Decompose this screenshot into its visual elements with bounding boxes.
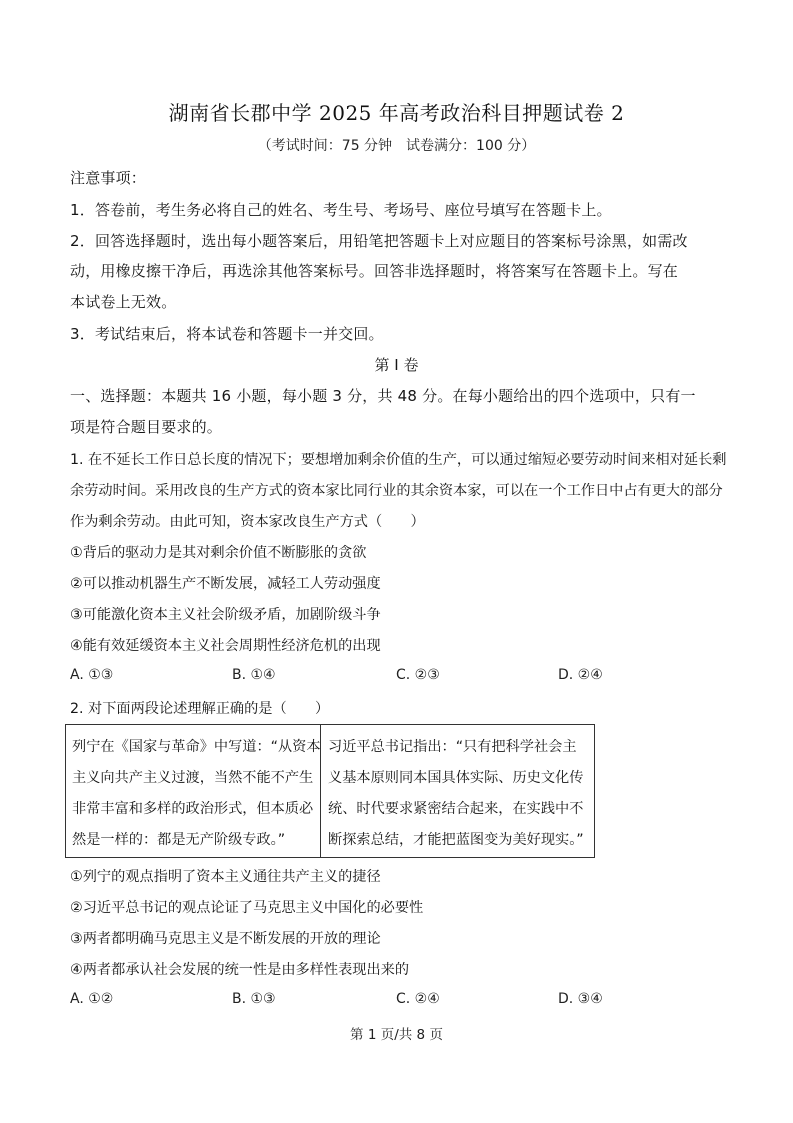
q2-stem: 2. 对下面两段论述理解正确的是（ ） (70, 701, 330, 717)
part-title: 第 I 卷 (374, 356, 419, 374)
q1-statement-1: ①背后的驱动力是其对剩余价值不断膨胀的贪欲 (70, 545, 367, 561)
quote-lenin-line-4: 然是一样的：都是无产阶级专政。” (72, 832, 286, 848)
quote-xi (321, 725, 594, 857)
q2-statement-4: ④两者都承认社会发展的统一性是由多样性表现出来的 (70, 962, 410, 978)
q2-statement-3: ③两者都明确马克思主义是不断发展的开放的理论 (70, 931, 381, 947)
part-instructions-2: 项是符合题目要求的。 (70, 418, 223, 436)
q1-choice-b[interactable]: B. ①④ (232, 667, 276, 683)
quote-lenin-line-2: 主义向共产主义过渡，当然不能不产生 (72, 770, 314, 786)
notice-item-3: 3．考试结束后，将本试卷和答题卡一并交回。 (70, 325, 384, 343)
exam-title: 湖南省长郡中学 2025 年高考政治科目押题试卷 2 (168, 101, 625, 125)
q2-choice-d[interactable]: D. ③④ (558, 991, 603, 1007)
quote-table (65, 724, 595, 858)
q1-choice-c[interactable]: C. ②③ (396, 667, 440, 683)
q2-statement-1: ①列宁的观点指明了资本主义通往共产主义的捷径 (70, 869, 381, 885)
quote-xi-line-4: 断探索总结，才能把蓝图变为美好现实。” (328, 832, 584, 848)
q2-choice-a[interactable]: A. ①② (70, 991, 114, 1007)
quote-xi-line-3: 统、时代要求紧密结合起来，在实践中不 (328, 801, 584, 817)
q1-choice-d[interactable]: D. ②④ (558, 667, 603, 683)
q1-statement-4: ④能有效延缓资本主义社会周期性经济危机的出现 (70, 638, 381, 654)
q2-statement-2: ②习近平总书记的观点论证了马克思主义中国化的必要性 (70, 900, 424, 916)
exam-subtitle: （考试时间：75 分钟 试卷满分：100 分） (257, 138, 536, 154)
quote-lenin-line-1: 列宁在《国家与革命》中写道：“从资本 (72, 739, 321, 755)
notice-heading: 注意事项： (70, 169, 147, 187)
q2-choice-c[interactable]: C. ②④ (396, 991, 440, 1007)
quote-xi-line-1: 习近平总书记指出：“只有把科学社会主 (328, 739, 577, 755)
notice-item-2-cont: 动，用橡皮擦干净后，再选涂其他答案标号。回答非选择题时，将答案写在答题卡上。写在 (70, 262, 679, 280)
notice-item-1: 1．答卷前，考生务必将自己的姓名、考生号、考场号、座位号填写在答题卡上。 (70, 201, 612, 219)
page-number: 第 1 页/共 8 页 (350, 1027, 443, 1043)
q1-statement-2: ②可以推动机器生产不断发展，减轻工人劳动强度 (70, 576, 381, 592)
q1-stem-line-2: 余劳动时间。采用改良的生产方式的资本家比同行业的其余资本家，可以在一个工作日中占有更大的部分 (70, 483, 723, 499)
part-instructions-1: 一、选择题：本题共 16 小题，每小题 3 分，共 48 分。在每小题给出的四个选项中，只有一 (70, 387, 696, 405)
q1-choice-a[interactable]: A. ①③ (70, 667, 114, 683)
notice-item-2: 2．回答选择题时，选出每小题答案后，用铅笔把答题卡上对应题目的答案标号涂黑，如需改 (70, 232, 688, 250)
quote-lenin-line-3: 非常丰富和多样的政治形式，但本质必 (72, 801, 314, 817)
notice-item-2-cont2: 本试卷上无效。 (70, 293, 177, 311)
q1-statement-3: ③可能激化资本主义社会阶级矛盾，加剧阶级斗争 (70, 607, 381, 623)
quote-lenin (66, 725, 321, 857)
quote-xi-line-2: 义基本原则同本国具体实际、历史文化传 (328, 770, 584, 786)
q2-choice-b[interactable]: B. ①③ (232, 991, 276, 1007)
q1-stem-line-3: 作为剩余劳动。由此可知，资本家改良生产方式（ ） (70, 514, 425, 530)
q1-stem-line-1: 1. 在不延长工作日总长度的情况下；要想增加剩余价值的生产，可以通过缩短必要劳动时间来相对延长剩 (70, 452, 727, 468)
